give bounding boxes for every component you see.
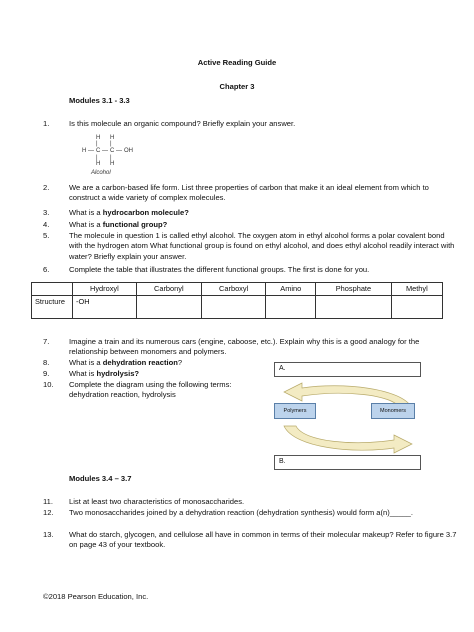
table-header-cell: Hydroxyl [73, 283, 137, 296]
table-header-cell: Methyl [391, 283, 442, 296]
diagram-answer-box-b[interactable]: B. [274, 455, 421, 470]
table-header-cell [32, 283, 73, 296]
polymers-box: Polymers [274, 403, 316, 419]
question-7: 7. Imagine a train and its numerous cars (engine, caboose, etc.). Explain why this is a good analogy for the relationship between monomers and polymers. [43, 337, 420, 357]
table-cell[interactable] [201, 295, 265, 318]
diagram-answer-box-a[interactable]: A. [274, 362, 421, 377]
question-11: 11. List at least two characteristics of monosaccharides. [43, 497, 245, 506]
question-4: 4. What is a functional group? [43, 220, 168, 229]
table-row [32, 295, 443, 318]
question-5: 5. The molecule in question 1 is called ethyl alcohol. The oxygen atom in ethyl alcohol forms a polar covalent bond with the hydrogen atom What functional group is found on ethyl alcohol, and does ethyl alcohol readily interact with water? Briefly explain your answer. [43, 231, 455, 261]
question-6: 6. Complete the table that illustrates the different functional groups. The first is done for you. [43, 265, 370, 274]
functional-groups-table [31, 282, 443, 319]
document-title: Active Reading Guide [197, 58, 277, 67]
table-cell[interactable]: -OH [73, 295, 137, 318]
table-cell[interactable] [316, 295, 391, 318]
table-header-cell: Carbonyl [136, 283, 201, 296]
monomers-box: Monomers [371, 403, 415, 419]
question-8: 8. What is a dehydration reaction? [43, 358, 183, 367]
table-cell[interactable] [391, 295, 442, 318]
table-cell[interactable] [266, 295, 316, 318]
modules-heading-b: Modules 3.4 – 3.7 [69, 474, 132, 483]
footer-copyright: ©2018 Pearson Education, Inc. [43, 592, 149, 601]
table-header-cell: Phosphate [316, 283, 391, 296]
question-1: 1. Is this molecule an organic compound? Briefly explain your answer. [43, 119, 296, 128]
table-header-cell: Carboxyl [201, 283, 265, 296]
chapter-heading: Chapter 3 [219, 82, 255, 91]
table-cell[interactable] [136, 295, 201, 318]
row-label: Structure [32, 295, 73, 318]
question-9: 9. What is hydrolysis? [43, 369, 140, 378]
question-13: 13. What do starch, glycogen, and cellulose all have in common in terms of their molecular makeup? Refer to figure 3.7 on page 43 of your textbook. [43, 530, 457, 550]
question-3: 3. What is a hydrocarbon molecule? [43, 208, 189, 217]
bottom-curved-arrow [284, 426, 412, 453]
table-header-row [32, 283, 443, 296]
alcohol-structure: H H | | H — C — C — OH | | H H Alcohol [82, 135, 133, 176]
question-2: 2. We are a carbon-based life form. List three properties of carbon that make it an ideal element from which to construct a wide variety of complex molecules. [43, 183, 429, 203]
table-header-cell: Amino [266, 283, 316, 296]
question-12: 12. Two monosaccharides joined by a dehydration reaction (dehydration synthesis) would form a(n)_____. [43, 508, 414, 517]
molecule-caption: Alcohol [91, 170, 111, 176]
question-10: 10. Complete the diagram using the following terms: dehydration reaction, hydrolysis [43, 380, 232, 400]
modules-heading-a: Modules 3.1 - 3.3 [69, 96, 130, 105]
